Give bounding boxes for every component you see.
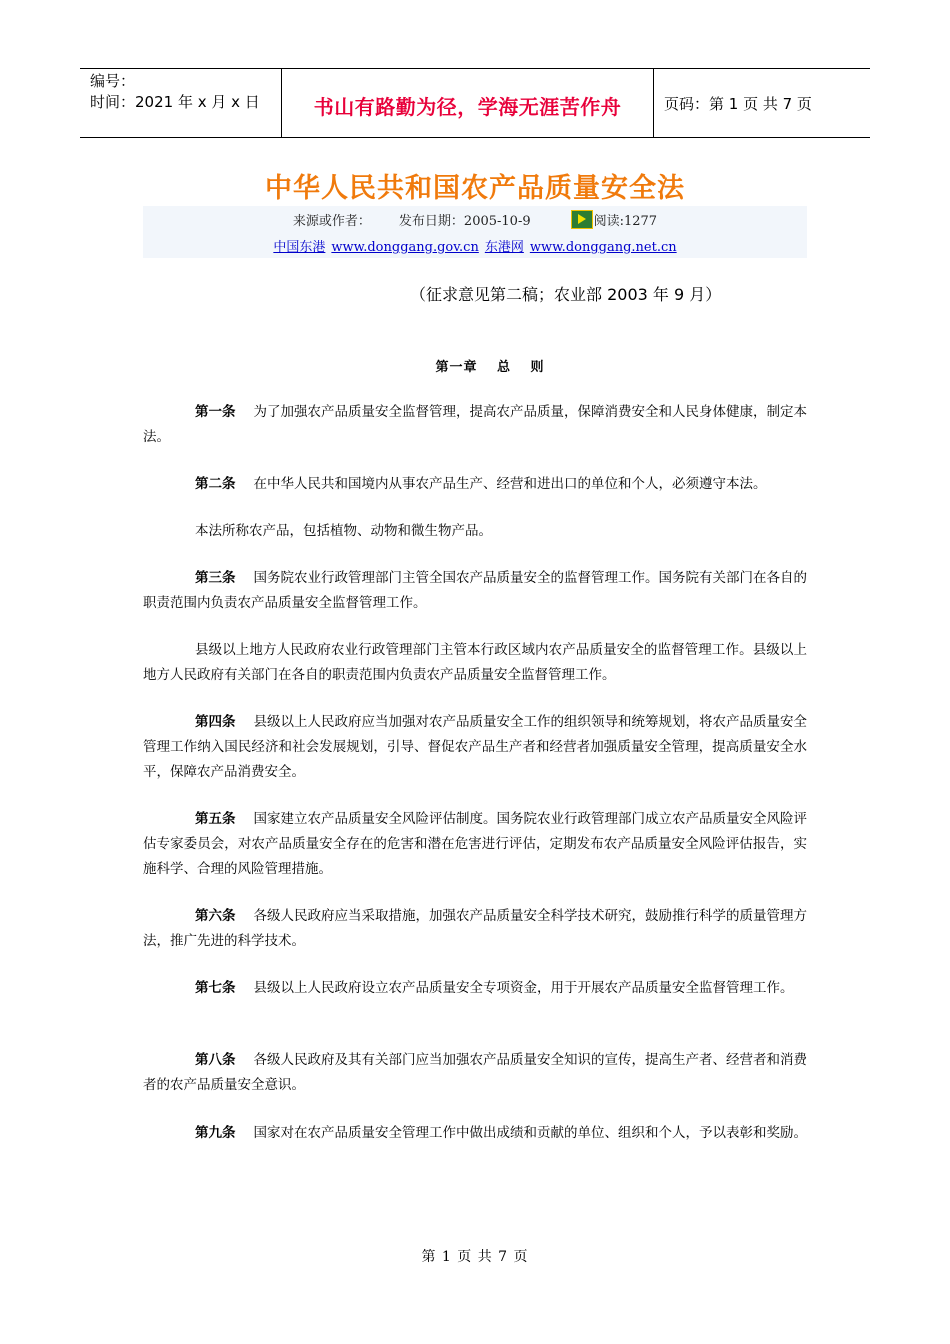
read-icon bbox=[571, 210, 593, 229]
motto-text: 书山有路勤为径，学海无涯苦作舟 bbox=[313, 94, 622, 119]
article-text: 县级以上地方人民政府农业行政管理部门主管本行政区域内农产品质量安全的监督管理工作。县级以上地方人民政府有关部门在各自的职责范围内负责农产品质量安全监督管理工作。 bbox=[143, 642, 807, 683]
chapter-heading: 第一章 总 则 bbox=[435, 360, 545, 375]
page-info: 页码：第 1 页 共 7 页 bbox=[664, 94, 812, 113]
article-8 bbox=[143, 1048, 807, 1098]
article-label: 第一条 bbox=[195, 404, 236, 420]
meta-line bbox=[143, 210, 807, 229]
page-footer: 第 1 页 共 7 页 bbox=[421, 1249, 529, 1265]
article-text: 国家对在农产品质量安全管理工作中做出成绩和贡献的单位、组织和个人，予以表彰和奖励。 bbox=[253, 1125, 807, 1141]
article-label: 第三条 bbox=[195, 570, 236, 586]
draft-note: （征求意见第二稿；农业部 2003 年 9 月） bbox=[410, 285, 722, 304]
document-header bbox=[80, 68, 870, 138]
article-3-para-2 bbox=[143, 638, 807, 688]
link-donggang-gov[interactable]: www.donggang.gov.cn bbox=[331, 240, 479, 255]
article-9 bbox=[143, 1121, 807, 1146]
article-5 bbox=[143, 807, 807, 882]
article-label: 第二条 bbox=[195, 476, 236, 492]
article-text: 国务院农业行政管理部门主管全国农产品质量安全的监督管理工作。国务院有关部门在各自的职责范围内负责农产品质量安全监督管理工作。 bbox=[143, 570, 807, 611]
article-text: 各级人民政府应当采取措施，加强农产品质量安全科学技术研究，鼓励推行科学的质量管理方法，推广先进的科学技术。 bbox=[143, 908, 807, 949]
link-china-donggang[interactable]: 中国东港 bbox=[273, 240, 326, 255]
header-info-cell bbox=[80, 69, 282, 137]
number-label: 编号： bbox=[90, 72, 136, 90]
page-title: 中华人民共和国农产品质量安全法 bbox=[265, 173, 685, 204]
article-7 bbox=[143, 976, 807, 1001]
article-text: 县级以上人民政府设立农产品质量安全专项资金，用于开展农产品质量安全监督管理工作。 bbox=[253, 980, 794, 996]
article-label: 第八条 bbox=[195, 1052, 236, 1068]
article-6 bbox=[143, 904, 807, 954]
read-count: 阅读:1277 bbox=[593, 214, 658, 229]
article-label: 第五条 bbox=[195, 811, 236, 827]
article-text: 为了加强农产品质量安全监督管理，提高农产品质量，保障消费安全和人民身体健康，制定本法。 bbox=[143, 404, 807, 445]
article-label: 第九条 bbox=[195, 1125, 236, 1141]
link-donggang-net[interactable]: www.donggang.net.cn bbox=[529, 240, 677, 255]
article-4 bbox=[143, 710, 807, 785]
article-text: 各级人民政府及其有关部门应当加强农产品质量安全知识的宣传，提高生产者、经营者和消费者的农产品质量安全意识。 bbox=[143, 1052, 807, 1093]
page-info-cell bbox=[654, 69, 870, 137]
publish-date: 发布日期：2005-10-9 bbox=[398, 214, 531, 229]
article-text: 县级以上人民政府应当加强对农产品质量安全工作的组织领导和统筹规划，将农产品质量安全管理工作纳入国民经济和社会发展规划，引导、督促农产品生产者和经营者加强质量安全管理，提高质量安全水平，保障农产品消费安全。 bbox=[143, 714, 807, 780]
source-label: 来源或作者： bbox=[292, 214, 371, 229]
article-3 bbox=[143, 566, 807, 616]
motto-cell bbox=[282, 69, 654, 137]
meta-links bbox=[143, 236, 807, 255]
article-text: 在中华人民共和国境内从事农产品生产、经营和进出口的单位和个人，必须遵守本法。 bbox=[253, 476, 767, 492]
article-2-para-2 bbox=[143, 519, 807, 544]
article-1 bbox=[143, 400, 807, 450]
article-label: 第六条 bbox=[195, 908, 236, 924]
article-2 bbox=[143, 472, 807, 497]
article-label: 第七条 bbox=[195, 980, 236, 996]
article-text: 本法所称农产品，包括植物、动物和微生物产品。 bbox=[195, 523, 492, 539]
link-donggang-net-name[interactable]: 东港网 bbox=[484, 240, 524, 255]
article-label: 第四条 bbox=[195, 714, 236, 730]
article-text: 国家建立农产品质量安全风险评估制度。国务院农业行政管理部门成立农产品质量安全风险评估专家委员会，对农产品质量安全存在的危害和潜在危害进行评估，定期发布农产品质量安全风险评估报告，实施科学、合理的风险管理措施。 bbox=[143, 811, 807, 877]
time-label: 时间：2021 年 x 月 x 日 bbox=[90, 93, 260, 111]
